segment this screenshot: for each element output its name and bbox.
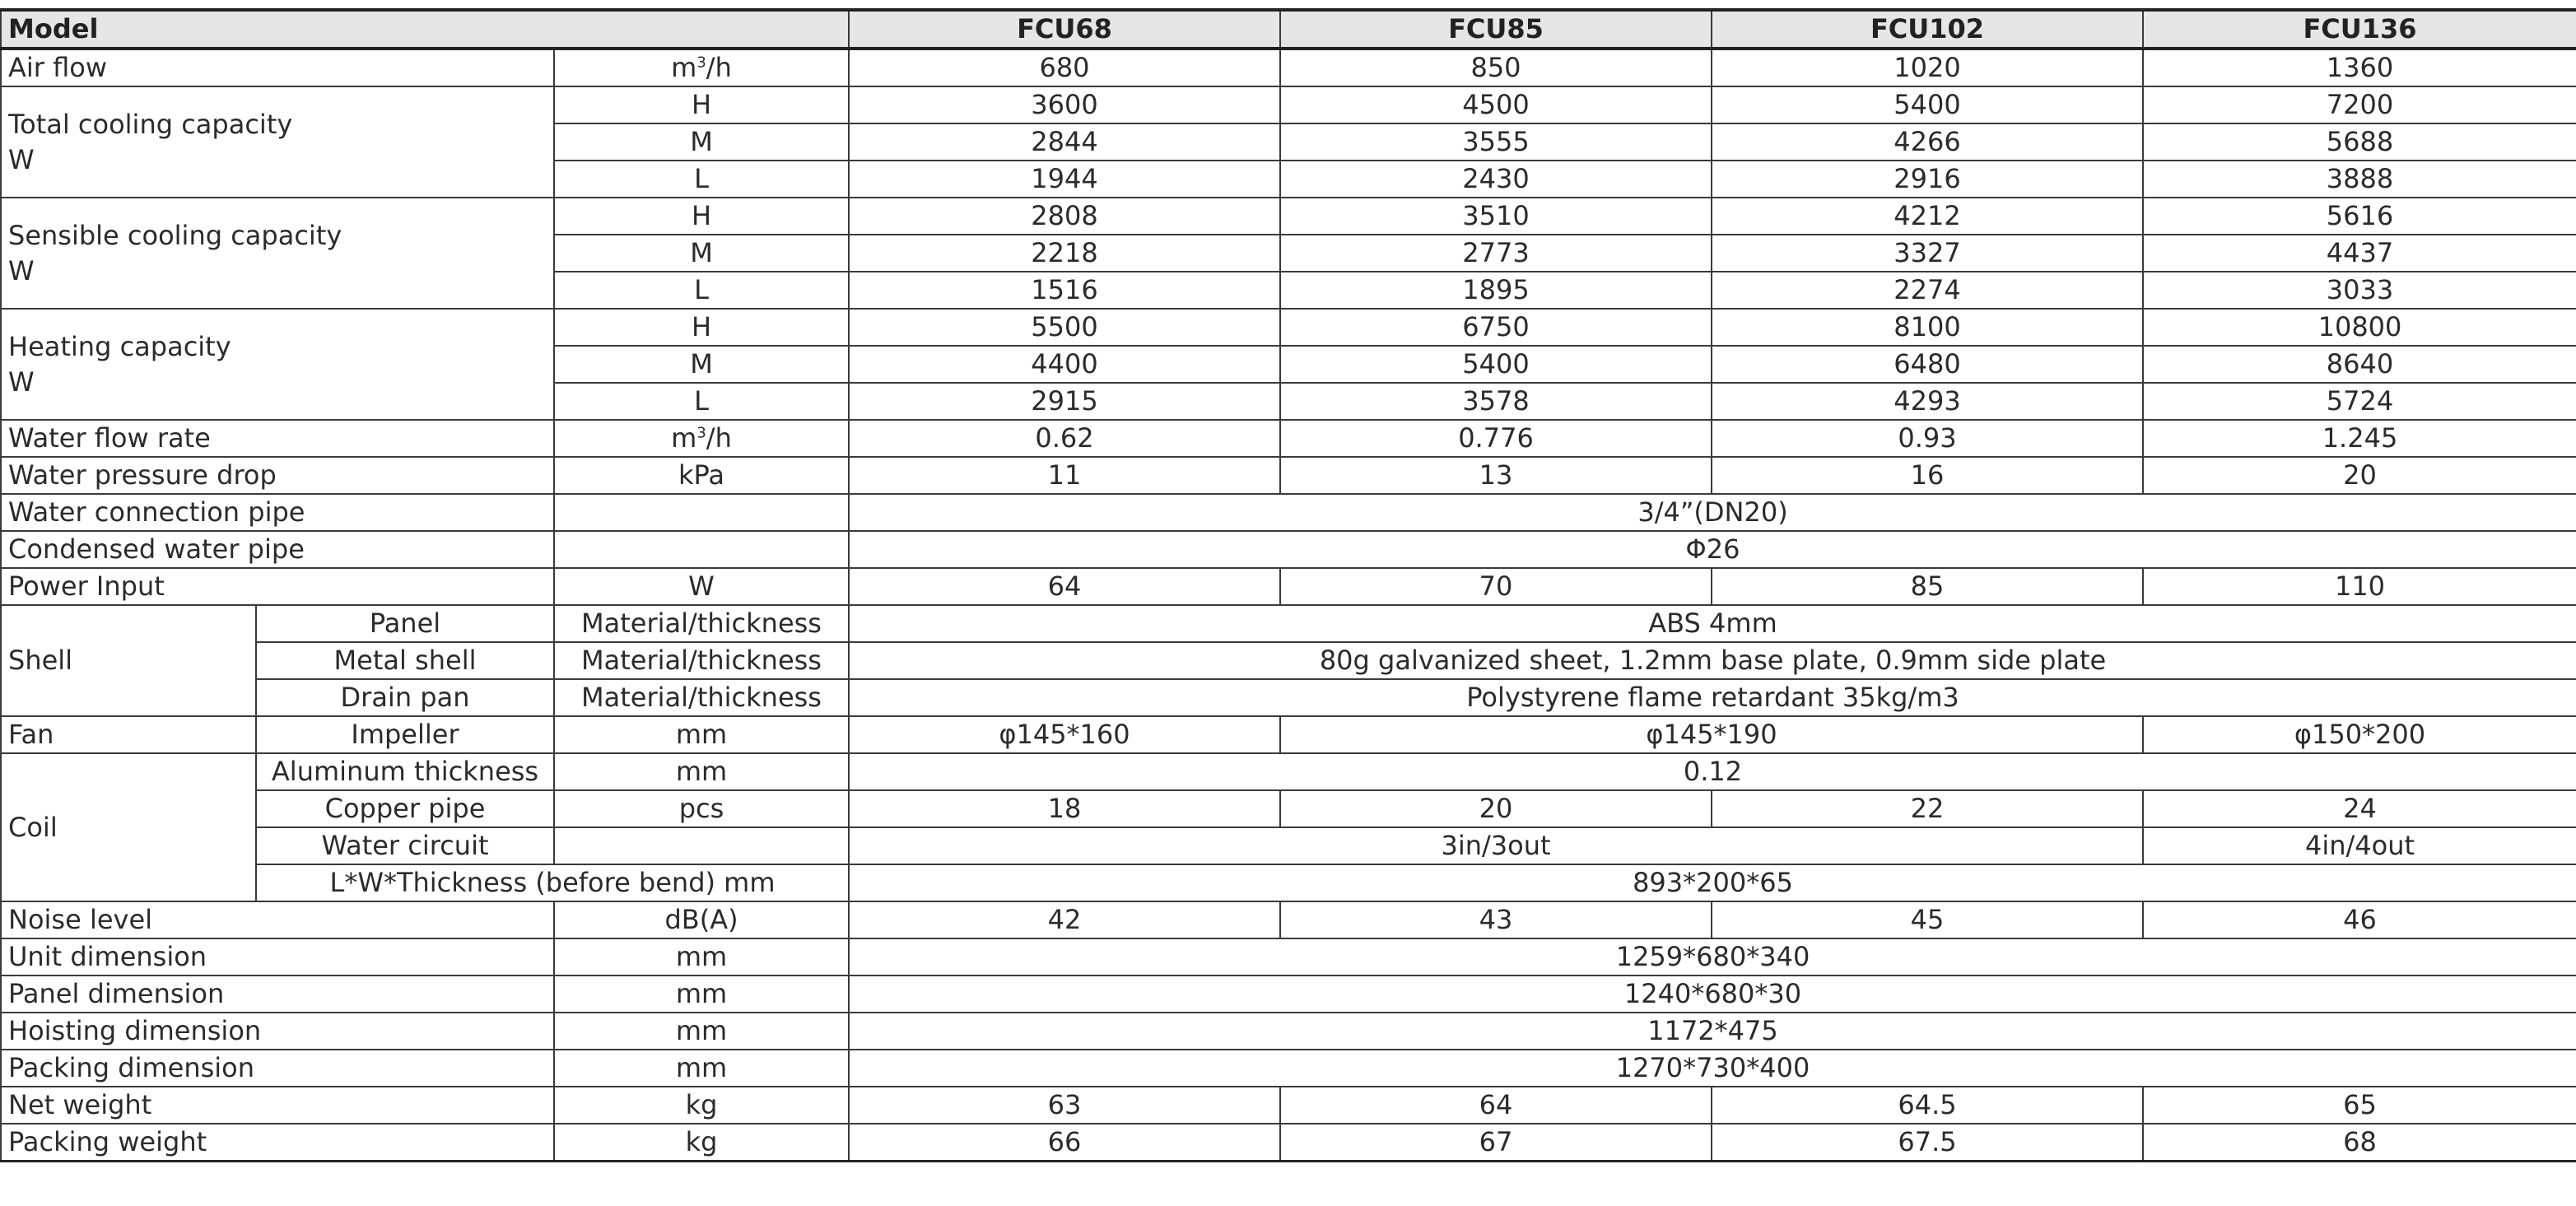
value: 0.12: [849, 753, 2576, 790]
value: 45: [1712, 901, 2143, 938]
value: 66: [849, 1124, 1280, 1162]
unit: [554, 494, 849, 531]
row-noise: [1, 901, 2576, 938]
row-coil-circuit: [1, 827, 2576, 864]
value: 893*200*65: [849, 864, 2576, 901]
value: 4293: [1712, 383, 2143, 420]
value: 1270*730*400: [849, 1050, 2576, 1087]
value: 3033: [2143, 272, 2576, 309]
value: 64: [1280, 1087, 1712, 1124]
part: Panel: [256, 605, 554, 642]
level: H: [554, 86, 849, 123]
value: 64.5: [1712, 1087, 2143, 1124]
value: 1240*680*30: [849, 976, 2576, 1013]
level: L: [554, 272, 849, 309]
value: φ145*160: [849, 716, 1280, 753]
value: 5616: [2143, 198, 2576, 235]
label: Panel dimension: [1, 976, 554, 1013]
part: Water circuit: [256, 827, 554, 864]
row-unit-dimension: [1, 938, 2576, 976]
value: 13: [1280, 457, 1712, 494]
value: 5724: [2143, 383, 2576, 420]
value: 1944: [849, 161, 1280, 198]
value: 1516: [849, 272, 1280, 309]
unit: mm: [554, 976, 849, 1013]
row-packing-weight: [1, 1124, 2576, 1162]
value: 4400: [849, 346, 1280, 383]
level: L: [554, 383, 849, 420]
value: 22: [1712, 790, 2143, 827]
unit: kPa: [554, 457, 849, 494]
model-fcu102: FCU102: [1712, 10, 2143, 49]
row-air-flow: [1, 49, 2576, 86]
unit: mm: [554, 1050, 849, 1087]
value: 6480: [1712, 346, 2143, 383]
label: Hoisting dimension: [1, 1013, 554, 1050]
value: 0.93: [1712, 420, 2143, 457]
unit: [554, 531, 849, 568]
value: 1172*475: [849, 1013, 2576, 1050]
label: Heating capacity W: [1, 309, 554, 420]
unit: Material/thickness: [554, 679, 849, 716]
level: L: [554, 161, 849, 198]
model-fcu68: FCU68: [849, 10, 1280, 49]
unit: Material/thickness: [554, 642, 849, 679]
model-fcu136: FCU136: [2143, 10, 2576, 49]
value: 1360: [2143, 49, 2576, 86]
value: 68: [2143, 1124, 2576, 1162]
row-shell-drain: [1, 679, 2576, 716]
row-heating-h: [1, 309, 2576, 346]
value: 2844: [849, 123, 1280, 161]
value: 3888: [2143, 161, 2576, 198]
level: M: [554, 235, 849, 272]
value: 46: [2143, 901, 2576, 938]
row-total-cooling-h: [1, 86, 2576, 123]
value: 2808: [849, 198, 1280, 235]
header-row: [1, 10, 2576, 49]
row-hoisting-dimension: [1, 1013, 2576, 1050]
row-pressure-drop: [1, 457, 2576, 494]
unit: kg: [554, 1124, 849, 1162]
value: 20: [1280, 790, 1712, 827]
value: 8100: [1712, 309, 2143, 346]
value: 42: [849, 901, 1280, 938]
label: Coil: [1, 753, 256, 901]
value: 4437: [2143, 235, 2576, 272]
value: 1895: [1280, 272, 1712, 309]
value: 2430: [1280, 161, 1712, 198]
unit: $m^3/h$: [554, 420, 849, 457]
value: 110: [2143, 568, 2576, 605]
model-fcu85: FCU85: [1280, 10, 1712, 49]
value: 3600: [849, 86, 1280, 123]
value: 2916: [1712, 161, 2143, 198]
value: 5688: [2143, 123, 2576, 161]
value: 5500: [849, 309, 1280, 346]
value: 1259*680*340: [849, 938, 2576, 976]
row-shell-panel: [1, 605, 2576, 642]
part: Copper pipe: [256, 790, 554, 827]
row-water-pipe: [1, 494, 2576, 531]
value: 67.5: [1712, 1124, 2143, 1162]
value: 18: [849, 790, 1280, 827]
level: H: [554, 198, 849, 235]
value: 64: [849, 568, 1280, 605]
value: 3555: [1280, 123, 1712, 161]
value: 7200: [2143, 86, 2576, 123]
label: Noise level: [1, 901, 554, 938]
label: Power Input: [1, 568, 554, 605]
row-sensible-cooling-h: [1, 198, 2576, 235]
label: Total cooling capacity W: [1, 86, 554, 198]
unit: mm: [554, 1013, 849, 1050]
unit: mm: [554, 716, 849, 753]
value: 20: [2143, 457, 2576, 494]
label: Unit dimension: [1, 938, 554, 976]
value: 5400: [1280, 346, 1712, 383]
unit: mm: [554, 938, 849, 976]
unit: $m^3/h$: [554, 49, 849, 86]
part: Metal shell: [256, 642, 554, 679]
value: ABS 4mm: [849, 605, 2576, 642]
unit: W: [554, 568, 849, 605]
value: 1.245: [2143, 420, 2576, 457]
value: 43: [1280, 901, 1712, 938]
value: 8640: [2143, 346, 2576, 383]
value: 0.62: [849, 420, 1280, 457]
value: 5400: [1712, 86, 2143, 123]
value: 3578: [1280, 383, 1712, 420]
row-coil-aluminum: [1, 753, 2576, 790]
row-coil-size: [1, 864, 2576, 901]
value: 80g galvanized sheet, 1.2mm base plate, 0.9mm side plate: [849, 642, 2576, 679]
row-power: [1, 568, 2576, 605]
value: 3/4”(DN20): [849, 494, 2576, 531]
row-water-flow: [1, 420, 2576, 457]
part: L*W*Thickness (before bend) mm: [256, 864, 849, 901]
unit: [554, 827, 849, 864]
value: 10800: [2143, 309, 2576, 346]
value: 3in/3out: [849, 827, 2143, 864]
value: 2915: [849, 383, 1280, 420]
part: Aluminum thickness: [256, 753, 554, 790]
row-net-weight: [1, 1087, 2576, 1124]
row-condensed-pipe: [1, 531, 2576, 568]
label: Packing weight: [1, 1124, 554, 1162]
model-header: Model: [1, 10, 849, 49]
spec-table: [0, 8, 2576, 1162]
value: 4500: [1280, 86, 1712, 123]
value: 11: [849, 457, 1280, 494]
value: 850: [1280, 49, 1712, 86]
unit: pcs: [554, 790, 849, 827]
unit: dB(A): [554, 901, 849, 938]
value: 4212: [1712, 198, 2143, 235]
level: M: [554, 123, 849, 161]
value: 16: [1712, 457, 2143, 494]
row-packing-dimension: [1, 1050, 2576, 1087]
level: H: [554, 309, 849, 346]
label: Air flow: [1, 49, 554, 86]
value: 680: [849, 49, 1280, 86]
part: Drain pan: [256, 679, 554, 716]
level: M: [554, 346, 849, 383]
value: 4in/4out: [2143, 827, 2576, 864]
unit: kg: [554, 1087, 849, 1124]
row-panel-dimension: [1, 976, 2576, 1013]
label: Shell: [1, 605, 256, 716]
value: 1020: [1712, 49, 2143, 86]
value: 65: [2143, 1087, 2576, 1124]
value: 6750: [1280, 309, 1712, 346]
value: 0.776: [1280, 420, 1712, 457]
value: 24: [2143, 790, 2576, 827]
value: 4266: [1712, 123, 2143, 161]
value: 63: [849, 1087, 1280, 1124]
value: 2274: [1712, 272, 2143, 309]
value: Φ26: [849, 531, 2576, 568]
part: Impeller: [256, 716, 554, 753]
value: 2218: [849, 235, 1280, 272]
value: 3327: [1712, 235, 2143, 272]
label: Water flow rate: [1, 420, 554, 457]
value: 2773: [1280, 235, 1712, 272]
value: 85: [1712, 568, 2143, 605]
value: φ145*190: [1280, 716, 2143, 753]
value: Polystyrene flame retardant 35kg/m3: [849, 679, 2576, 716]
label: Water pressure drop: [1, 457, 554, 494]
label: Water connection pipe: [1, 494, 554, 531]
unit: Material/thickness: [554, 605, 849, 642]
value: 3510: [1280, 198, 1712, 235]
unit: mm: [554, 753, 849, 790]
value: 70: [1280, 568, 1712, 605]
row-shell-metal: [1, 642, 2576, 679]
label: Fan: [1, 716, 256, 753]
label: Condensed water pipe: [1, 531, 554, 568]
label: Packing dimension: [1, 1050, 554, 1087]
value: 67: [1280, 1124, 1712, 1162]
label: Net weight: [1, 1087, 554, 1124]
label: Sensible cooling capacity W: [1, 198, 554, 309]
row-coil-copper: [1, 790, 2576, 827]
value: φ150*200: [2143, 716, 2576, 753]
row-fan: [1, 716, 2576, 753]
